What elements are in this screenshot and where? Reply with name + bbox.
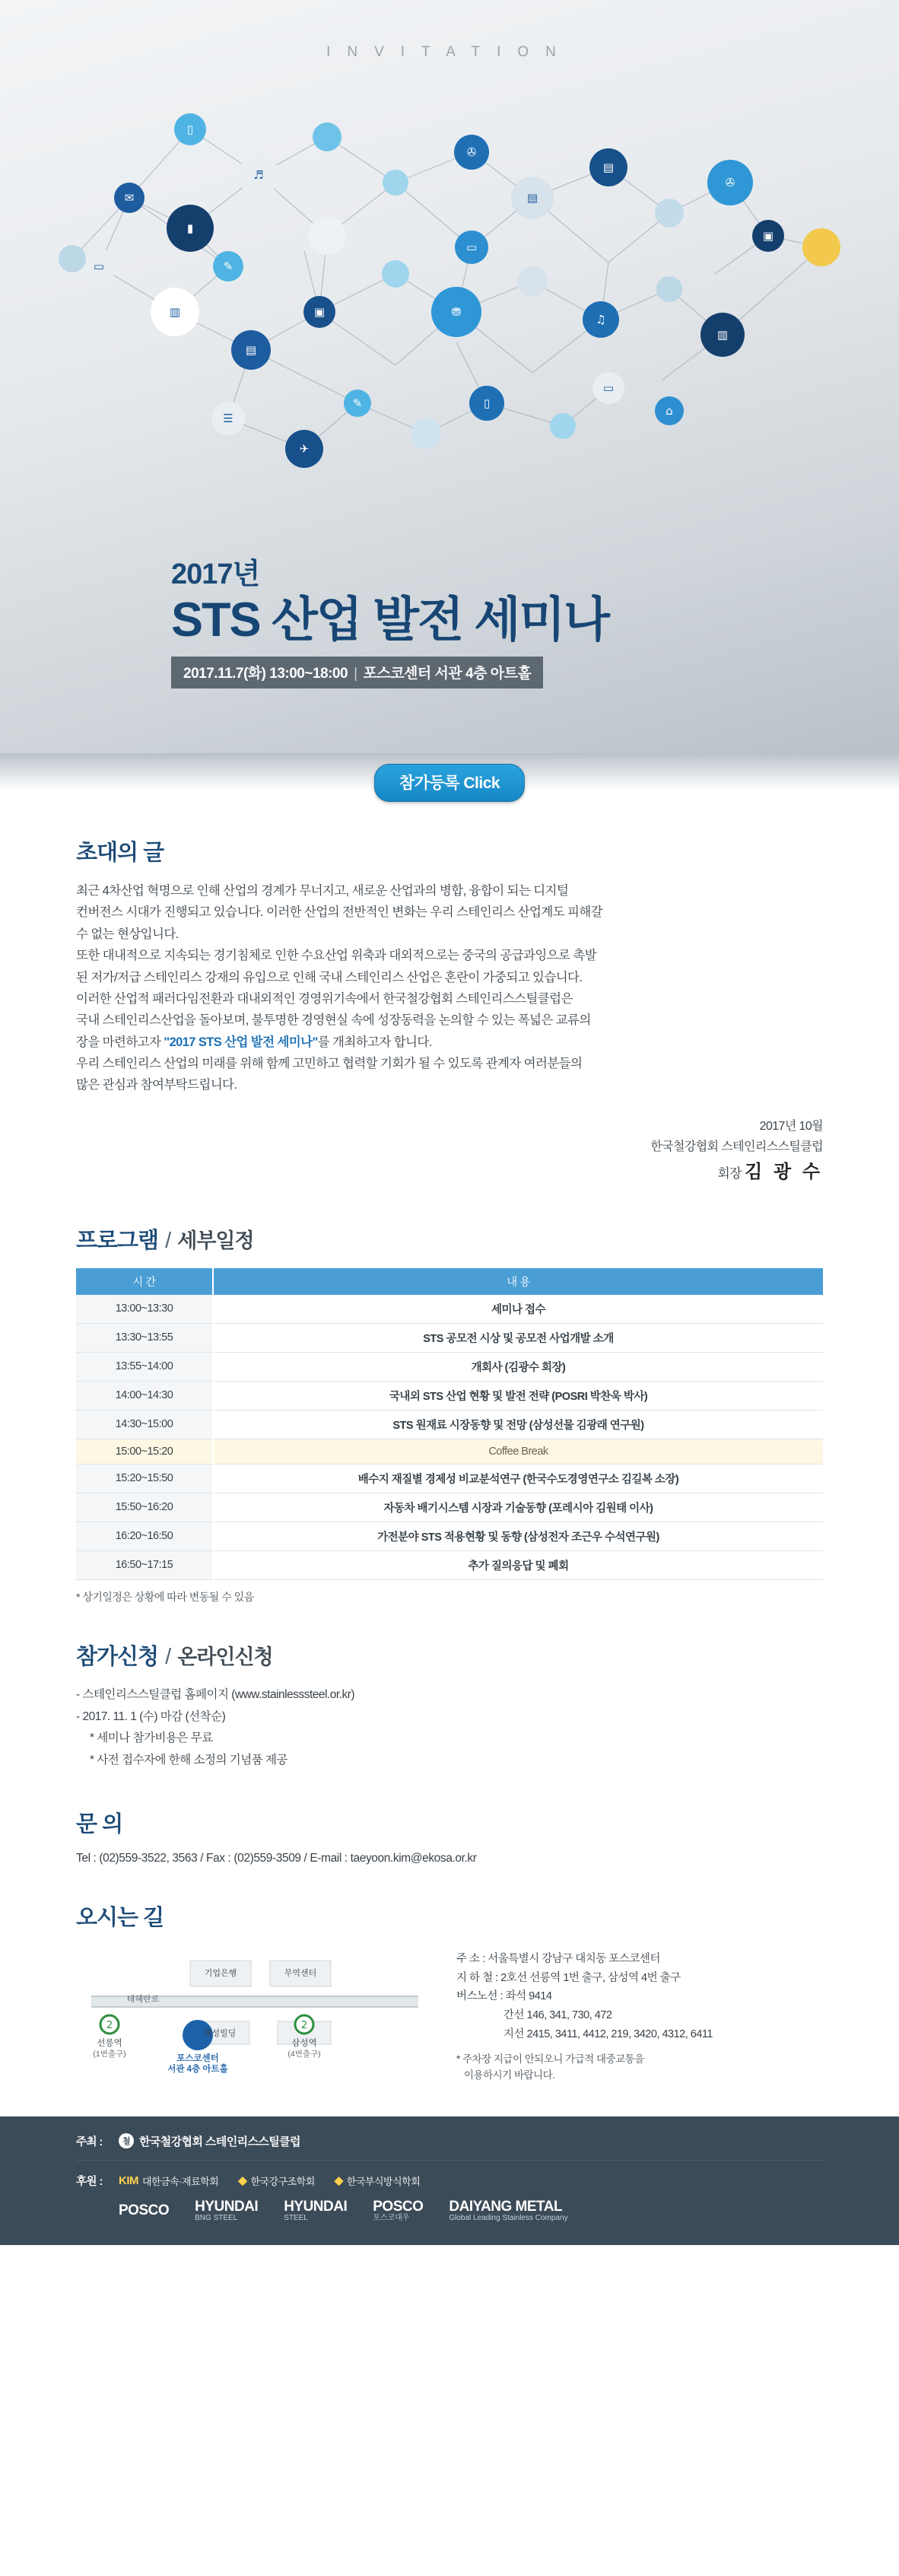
program-desc-cell: 가전분야 STS 적용현황 및 동향 (삼성전자 조근우 수석연구원) [213, 1522, 823, 1550]
program-desc-cell: 추가 질의응답 및 폐회 [213, 1550, 823, 1579]
address-value: 서울특별시 강남구 대치동 포스코센터 [488, 1952, 660, 1965]
svg-text:✇: ✇ [725, 176, 735, 189]
bus-row-3: 지선 2415, 3411, 4412, 219, 3420, 4312, 6411 [504, 2028, 713, 2041]
svg-text:✉: ✉ [124, 191, 135, 205]
bus-row [456, 1987, 713, 2006]
table-row [76, 1550, 823, 1579]
apply-deadline: - 2017. 11. 1 (수) 마감 (선착순) [76, 1709, 226, 1723]
invite-line-7: 국내 스테인리스산업을 돌아보며, 불투명한 경영현실 속에 성장동력을 논의할 수 있는 폭넓은 교류의 [76, 1013, 591, 1028]
signature-org: 한국철강협회 스테인리스스틸클럽 [650, 1140, 823, 1153]
svg-text:해성빌딩: 해성빌딩 [203, 2028, 237, 2038]
program-desc-cell: 국내외 STS 산업 현황 및 발전 전략 (POSRI 박찬욱 박사) [213, 1381, 823, 1410]
program-table-header-row [76, 1268, 823, 1295]
program-time-cell: 14:00~14:30 [76, 1381, 213, 1410]
sponsor-logo-sub: 포스코대우 [373, 2213, 410, 2222]
program-col-time: 시 간 [76, 1268, 213, 1295]
footer-host-label: 주최 : [76, 2136, 103, 2148]
svg-text:▭: ▭ [465, 240, 478, 254]
table-row [76, 1295, 823, 1324]
register-strip [0, 753, 899, 813]
program-time-cell: 16:50~17:15 [76, 1550, 213, 1579]
contact-line: Tel : (02)559-3522, 3563 / Fax : (02)559-3509 / E-mail : taeyoon.kim@ekosa.or.kr [76, 1851, 477, 1865]
sponsor-logo [195, 2199, 258, 2222]
footer-sponsor-logos [76, 2199, 823, 2222]
sponsor-logo-sub: STEEL [284, 2213, 308, 2222]
invite-line-9: 우리 스테인리스 산업의 미래를 위해 함께 고민하고 협력할 기회가 될 수 있도록 관계자 여러분들의 [76, 1057, 583, 1070]
program-heading-sub: 세부일정 [177, 1229, 254, 1252]
program-desc-cell: 개회사 (김광수 회장) [213, 1352, 823, 1381]
program-time-cell: 13:30~13:55 [76, 1323, 213, 1352]
program-time-cell: 15:00~15:20 [76, 1439, 213, 1464]
svg-text:☰: ☰ [223, 412, 233, 425]
program-time-cell: 15:20~15:50 [76, 1464, 213, 1493]
hero-year: 2017년 [171, 558, 260, 590]
hero-date: 2017.11.7(화) 13:00~18:00 [183, 666, 348, 682]
invite-line-4: 또한 대내적으로 지속되는 경기침체로 인한 수요산업 위축과 대외적으로는 중국의 공급과잉으로 촉발 [76, 949, 597, 963]
signature-role: 회장 [717, 1166, 742, 1181]
invite-line-8b: 를 개최하고자 합니다. [317, 1035, 432, 1049]
svg-text:기업은행: 기업은행 [204, 1968, 237, 1978]
contact-section [76, 1807, 823, 1865]
sponsor-logo-name: DAIYANG METAL [449, 2198, 563, 2215]
subway-row [456, 1969, 713, 1988]
sponsor-logo-sub: BNG STEEL [195, 2213, 238, 2222]
invite-line-5: 된 저가/저급 스테인리스 강재의 유입으로 인해 국내 스테인리스 산업은 혼란이 가중되고 있습니다. [76, 970, 583, 984]
directions-row [76, 1945, 823, 2086]
hero-venue: 포스코센터 서관 4층 아트홀 [363, 666, 532, 682]
signature-chairman [76, 1157, 823, 1188]
program-time-cell: 16:20~16:50 [76, 1522, 213, 1550]
supporter-logo-icon: KIM [119, 2174, 138, 2187]
supporter-name: 한국부식방식학회 [346, 2175, 421, 2187]
svg-text:선릉역: 선릉역 [97, 2038, 122, 2048]
program-time-cell: 14:30~15:00 [76, 1410, 213, 1439]
program-section [76, 1223, 823, 1604]
sponsor-logo-name: HYUNDAI [195, 2198, 259, 2215]
parking-note [456, 2052, 713, 2083]
footer-divider [76, 2160, 823, 2161]
svg-text:▮: ▮ [186, 221, 194, 235]
sponsor-logo-name: HYUNDAI [284, 2198, 348, 2215]
invite-line-6: 이러한 산업적 패러다임전환과 대내외적인 경영위기속에서 한국철강협회 스테인리스스틸클럽은 [76, 991, 573, 1006]
apply-fee: * 세미나 참가비용은 무료 [90, 1732, 213, 1745]
svg-text:⌂: ⌂ [666, 404, 673, 418]
network-illustration [0, 84, 899, 540]
svg-text:▭: ▭ [93, 259, 105, 273]
svg-text:✎: ✎ [223, 259, 233, 273]
main-content [0, 813, 899, 2086]
program-heading-slash: / [160, 1228, 176, 1253]
table-row [76, 1323, 823, 1352]
table-row [76, 1493, 823, 1522]
contact-heading: 문 의 [76, 1811, 123, 1837]
footer-host-row [76, 2133, 823, 2149]
invite-line-8a: 장을 마련하고자 [76, 1035, 164, 1049]
table-row [76, 1381, 823, 1410]
svg-text:♫: ♫ [596, 313, 606, 326]
program-desc-cell: 배수지 재질별 경제성 비교분석연구 (한국수도경영연구소 김길복 소장) [213, 1464, 823, 1493]
svg-text:무역센터: 무역센터 [284, 1968, 317, 1978]
svg-text:✇: ✇ [466, 145, 477, 159]
program-note: * 상기일정은 상황에 따라 변동될 수 있음 [76, 1590, 254, 1603]
svg-text:▭: ▭ [602, 381, 615, 395]
bus-value-1: 좌석 9414 [505, 1990, 552, 2003]
program-desc-cell: STS 원재료 시장동향 및 전망 (삼성선물 김광래 연구원) [213, 1410, 823, 1439]
invite-seminar-highlight: "2017 STS 산업 발전 세미나" [164, 1035, 318, 1049]
apply-section [76, 1639, 823, 1772]
signature-block [76, 1116, 823, 1188]
sponsor-logo-sub: Global Leading Stainless Company [449, 2213, 568, 2222]
svg-text:서관 4층 아트홀: 서관 4층 아트홀 [167, 2064, 228, 2074]
invitation-body [76, 880, 823, 1096]
map-svg [76, 1945, 434, 2086]
svg-text:▯: ▯ [483, 396, 491, 410]
sponsor-logo [373, 2199, 423, 2222]
footer-supporter [238, 2174, 314, 2188]
table-row [76, 1410, 823, 1439]
address-row [456, 1950, 713, 1969]
directions-section [76, 1900, 823, 2086]
footer-support-row [76, 2173, 823, 2189]
svg-text:▣: ▣ [313, 305, 326, 319]
hero-invitation-label: INVITATION [326, 44, 573, 60]
bus-label: 버스노선 : [456, 1990, 504, 2003]
svg-text:♬: ♬ [253, 168, 264, 182]
svg-text:⛃: ⛃ [451, 305, 462, 319]
svg-text:2: 2 [106, 2019, 113, 2031]
program-table [76, 1268, 823, 1580]
sponsor-logo-name: POSCO [373, 2198, 424, 2215]
footer-supporters [119, 2174, 420, 2188]
program-desc-cell: 세미나 접수 [213, 1295, 823, 1324]
footer-supporter [119, 2174, 218, 2188]
svg-text:2: 2 [300, 2019, 308, 2031]
subway-value: 2호선 선릉역 1번 출구, 삼성역 4번 출구 [500, 1971, 681, 1984]
svg-text:▤: ▤ [526, 191, 538, 205]
svg-text:▥: ▥ [716, 328, 729, 342]
supporter-name: 한국강구조학회 [250, 2175, 315, 2187]
directions-info [456, 1945, 713, 2083]
parking-note-2: 이용하시기 바랍니다. [464, 2069, 555, 2081]
supporter-logo-icon: ◆ [238, 2174, 247, 2188]
apply-gift: * 사전 접수자에 한해 소정의 기념품 제공 [90, 1753, 287, 1767]
invitation-section [76, 835, 823, 1188]
steel-association-icon: 철 [119, 2133, 134, 2148]
program-col-desc: 내 용 [213, 1268, 823, 1295]
invite-line-2: 컨버전스 시대가 진행되고 있습니다. 이러한 산업의 전반적인 변화는 우리 스테인리스 산업계도 피해갈 [76, 905, 603, 920]
table-row [76, 1352, 823, 1381]
hero-section [0, 0, 899, 753]
map-graphic [76, 1945, 434, 2086]
footer [0, 2116, 899, 2245]
svg-text:▤: ▤ [245, 343, 257, 357]
program-desc-cell: 자동차 배기시스템 시장과 기술동향 (포레시아 김원태 이사) [213, 1493, 823, 1522]
signature-date: 2017년 10월 [759, 1119, 823, 1133]
hero-title: STS 산업 발전 세미나 [171, 593, 609, 647]
supporter-name: 대한금속·재료학회 [142, 2175, 219, 2187]
program-time-cell: 15:50~16:20 [76, 1493, 213, 1522]
table-row [76, 1464, 823, 1493]
svg-text:(4번출구): (4번출구) [287, 2049, 321, 2059]
svg-text:▤: ▤ [602, 161, 615, 174]
table-row [76, 1439, 823, 1464]
apply-list [76, 1684, 823, 1772]
footer-host-name: 한국철강협회 스테인리스스틸클럽 [139, 2135, 300, 2148]
sponsor-logo [284, 2199, 347, 2222]
subway-label: 지 하 철 : [456, 1971, 498, 1984]
program-heading [76, 1223, 823, 1255]
invitation-heading: 초대의 글 [76, 841, 164, 865]
svg-text:삼성역: 삼성역 [291, 2038, 317, 2048]
svg-text:▣: ▣ [762, 229, 774, 243]
svg-text:✈: ✈ [299, 442, 310, 456]
footer-host-org [119, 2133, 300, 2149]
sponsor-logo [119, 2203, 169, 2218]
footer-supporter [335, 2174, 421, 2188]
invite-line-10: 많은 관심과 참여부탁드립니다. [76, 1078, 237, 1092]
invite-line-1: 최근 4차산업 혁명으로 인해 산업의 경계가 무너지고, 새로운 산업과의 병합, 융합이 되는 디지털 [76, 884, 569, 898]
program-table-body [76, 1295, 823, 1580]
address-label: 주 소 : [456, 1952, 485, 1965]
program-desc-cell: STS 공모전 시상 및 공모전 사업개발 소개 [213, 1323, 823, 1352]
apply-heading-sub: 온라인신청 [177, 1645, 273, 1668]
signature-name: 김 광 수 [745, 1162, 823, 1183]
apply-heading [76, 1639, 823, 1671]
svg-text:(1번출구): (1번출구) [93, 2049, 126, 2059]
svg-text:✎: ✎ [352, 396, 363, 410]
svg-text:테헤란로: 테헤란로 [126, 1994, 160, 2004]
parking-note-1: * 주차장 지급이 안되오니 가급적 대중교통을 [456, 2053, 644, 2066]
footer-support-label: 후원 : [76, 2175, 103, 2188]
svg-text:▯: ▯ [186, 122, 194, 136]
invite-line-3: 수 없는 현상입니다. [76, 927, 179, 941]
table-row [76, 1522, 823, 1550]
invite-line-8 [76, 1032, 823, 1053]
bus-row-2: 간선 146, 341, 730, 472 [504, 2009, 612, 2022]
sponsor-logo-name: POSCO [119, 2202, 170, 2218]
program-time-cell: 13:55~14:00 [76, 1352, 213, 1381]
supporter-logo-icon: ◆ [334, 2174, 343, 2188]
hero-separator: | [354, 666, 357, 682]
sponsor-logo [449, 2199, 567, 2222]
program-heading-main: 프로그램 [76, 1228, 159, 1253]
svg-text:▥: ▥ [169, 305, 181, 319]
program-time-cell: 13:00~13:30 [76, 1295, 213, 1324]
apply-heading-slash: / [160, 1644, 176, 1669]
register-button[interactable]: 참가등록 Click [374, 764, 525, 802]
hero-datetime-venue [171, 657, 543, 689]
program-desc-cell: Coffee Break [213, 1439, 823, 1464]
svg-text:포스코센터: 포스코센터 [176, 2053, 219, 2063]
apply-heading-main: 참가신청 [76, 1644, 159, 1669]
directions-heading: 오시는 길 [76, 1905, 164, 1930]
apply-homepage: - 스테인리스스틸클럽 홈페이지 (www.stainlesssteel.or.kr) [76, 1687, 355, 1701]
hero-title-block [171, 559, 608, 689]
